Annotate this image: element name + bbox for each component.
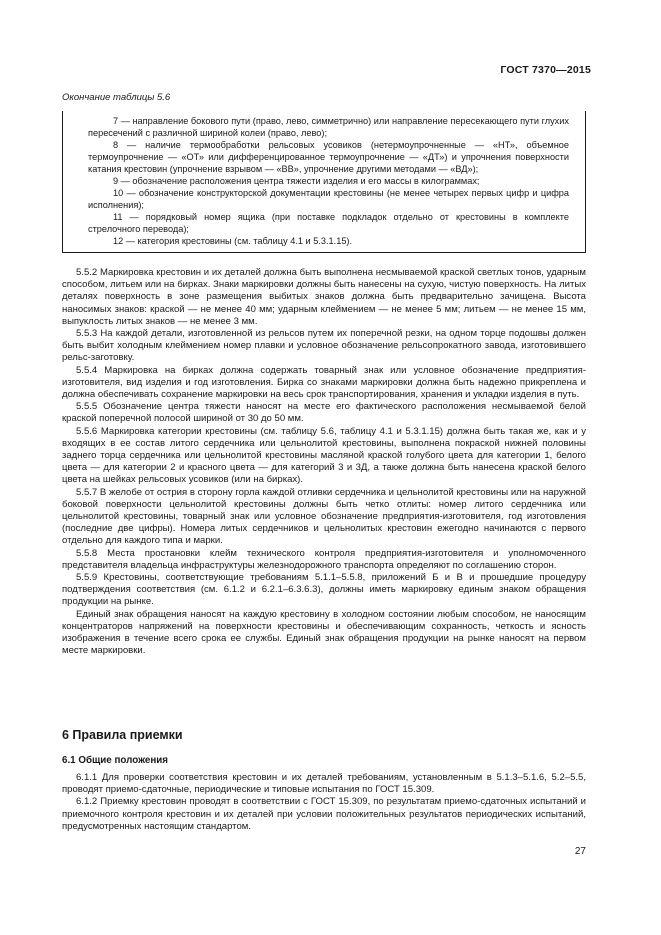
table-row: 9 — обозначение расположения центра тяжести изделия и его массы в килограммах; (113, 176, 480, 187)
table-row: 10 — обозначение конструкторской документации крестовины (не менее четырех первых цифр и цифра исполнения); (88, 188, 569, 211)
table-row: 7 — направление бокового пути (право, лево, симметрично) или направление пересекающего пути глухих пересечений с различной шириной колеи (право, лево); (88, 116, 569, 139)
table-notes (63, 111, 585, 248)
paragraph: 5.5.5 Обозначение центра тяжести наносят на месте его фактического расположения несмываемой белой краской поперечной полосой шириной от 30 до 50 мм. (62, 401, 586, 425)
paragraph: 6.1.2 Приемку крестовин проводят в соответствии с ГОСТ 15.309, по результатам приемо-сдаточных испытаний и приемочного контроля крестовин и их деталей при условии положительных результатов периодических испытаний, предусмотренных настоящим стандартом. (62, 796, 586, 832)
paragraph: 5.5.4 Маркировка на бирках должна содержать товарный знак или условное обозначение предприятия-изготовителя, вид изделия и год изготовления. Бирка со знаками маркировки должна быть надежно прикреплена и должна обеспечивать сохранение маркировки на весь срок транспортирования, хранения и укладки изделия в путь. (62, 364, 586, 401)
paragraph: 5.5.8 Места простановки клейм технического контроля предприятия-изготовителя и уполномоченного представителя владельца инфраструктуры железнодорожного транспорта определяют по соглашению сторон. (62, 547, 586, 571)
marking-section-body (62, 267, 586, 658)
paragraph: 5.5.7 В желобе от острия в сторону горла каждой отливки сердечника и цельнолитой крестовины или на наружной боковой поверхности цельнолитой крестовины должны быть четко отлиты: номер литого сердечника или цельнолитой крестовины, товарный знак или условное обозначение предприятия-изготовителя, год изготовления (последние две цифры). Номера литых сердечников и цельнолитых крестовин ежегодно начинаются с первого отдельно для каждого типа и марки. (62, 486, 586, 547)
section-title: 6 Правила приемки (62, 728, 183, 742)
paragraph: 5.5.3 На каждой детали, изготовленной из рельсов путем их поперечной резки, на одном торце подошвы должен быть выбит холодным клеймением номер плавки и условное обозначение рельсопрокатного завода, изготовившего рельс-заготовку. (62, 328, 586, 364)
table-row: 8 — наличие термообработки рельсовых усовиков (нетермоупрочненные — «НТ», объемное термоупрочнение — «ОТ» или дифференцированное термоупрочнение — «ДТ») и упрочнения поверхности катания крестовин (упрочнение взрывом — «ВВ», упрочнение другими методами — «ВД»); (88, 140, 569, 175)
standard-header: ГОСТ 7370—2015 (500, 64, 591, 76)
page-number: 27 (574, 846, 586, 857)
paragraph: 6.1.1 Для проверки соответствия крестовин и их деталей требованиям, установленным в 5.1.3–5.1.6, 5.2–5.5, проводят приемо-сдаточные, периодические и типовые испытания по ГОСТ 15.309. (62, 772, 586, 796)
paragraph: 5.5.9 Крестовины, соответствующие требованиям 5.1.1–5.5.8, приложений Б и В и прошедшие процедуру подтверждения соответствия (см. 6.1.2 и 6.2.1–6.3.6.3), должны иметь маркировку единым знаком обращения продукции на рынке. (62, 572, 586, 608)
paragraph: 5.5.6 Маркировка категории крестовины (см. таблицу 5.6, таблицу 4.1 и 5.3.1.15) должна быть такая же, как и у входящих в ее состав литого сердечника или цельнолитой крестовины, выполнена покраской нижней половины заднего торца сердечника или цельнолитой крестовины масляной краской голубого цвета для категории 1, белого цвета — для категории 2 и красного цвета — для категорий 3 и 3Д, а также должна быть нанесена краской белого цвета на шейках рельсовых усовиков (или на бирках). (62, 425, 586, 486)
table-row: 12 — категория крестовины (см. таблицу 4.1 и 5.3.1.15). (113, 236, 353, 247)
paragraph: 5.5.2 Маркировка крестовин и их деталей должна быть выполнена несмываемой краской светлых тонов, ударным способом, литьем или на бирках. Знаки маркировки должны быть нанесены на сухую, чистую поверхность. На литых деталях поверхность в зоне размещения выбитых знаков должна быть предварительно зачищена. Высота наносимых знаков: краской — не менее 40 мм; ударным клеймением — не менее 5 мм; литьем — не менее 15 мм, выпуклость литых знаков — не менее 3 мм. (62, 267, 586, 327)
table-continuation (62, 111, 586, 253)
acceptance-section-body (62, 772, 586, 833)
paragraph: Единый знак обращения наносят на каждую крестовину в холодном состоянии любым способом, не наносящим концентраторов напряжений на поверхности крестовины и обеспечивающим сохранность, четкость и ясность изображения в течение всего срока ее службы. Единый знак обращения продукции на рынке наносят на первом месте маркировки. (62, 608, 586, 657)
subsection-title: 6.1 Общие положения (62, 755, 169, 766)
table-row: 11 — порядковый номер ящика (при поставке подкладок отдельно от крестовины в комплекте стрелочного перевода); (88, 212, 569, 235)
table-caption: Окончание таблицы 5.6 (62, 92, 171, 103)
